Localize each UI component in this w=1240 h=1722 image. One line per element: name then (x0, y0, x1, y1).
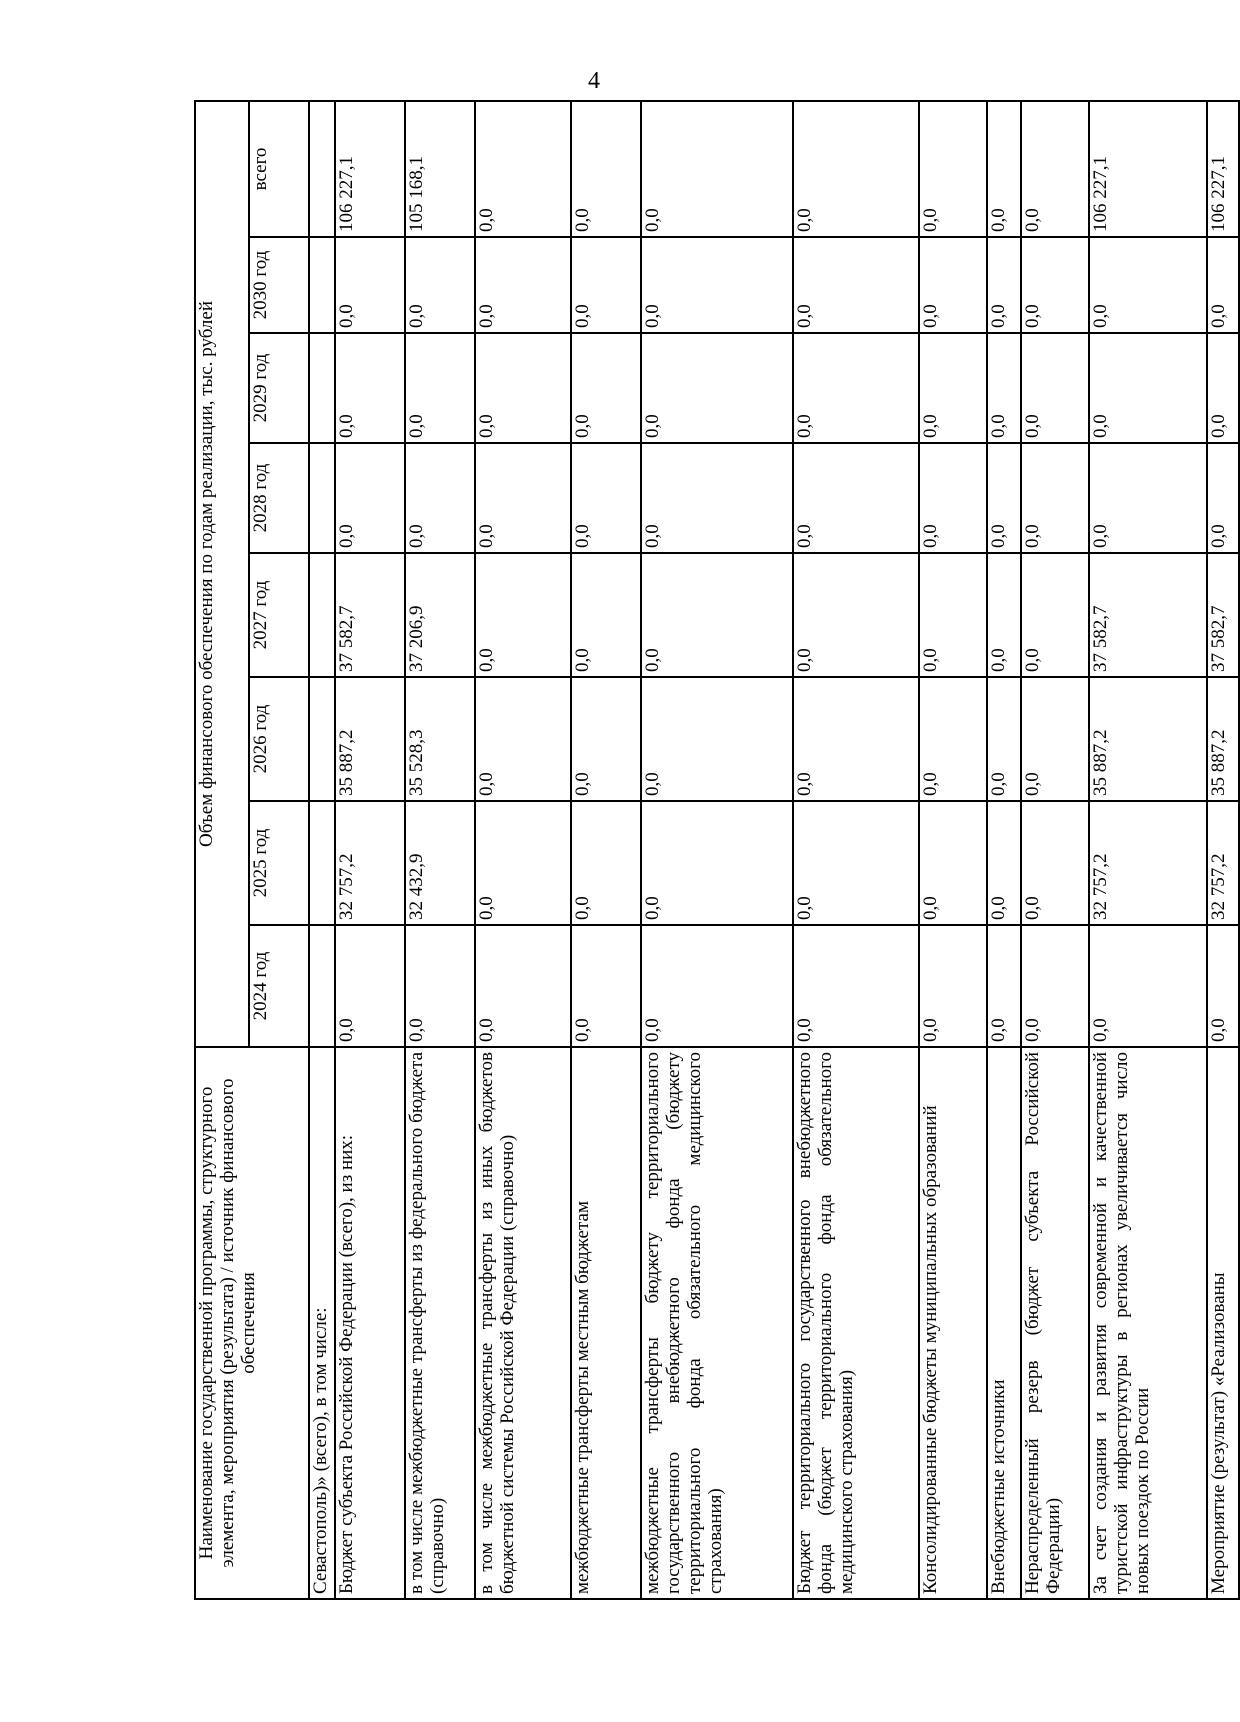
header-year-2: 2026 год (249, 677, 309, 801)
row-value: 0,0 (987, 333, 1021, 443)
header-name-column: Наименование государственной программы, структурного элемента, мероприятия (результата) / источник финансового обеспечения (195, 1047, 309, 1599)
row-value: 0,0 (919, 925, 987, 1047)
row-value: 0,0 (1021, 333, 1089, 443)
row-value: 35 887,2 (335, 677, 405, 801)
row-value: 106 227,1 (335, 101, 405, 237)
row-value: 0,0 (1207, 333, 1239, 443)
row-value: 0,0 (1021, 677, 1089, 801)
row-name: Мероприятие (результат) «Реализованы (1207, 1047, 1239, 1599)
row-value: 32 757,2 (1089, 801, 1207, 925)
header-year-1: 2025 год (249, 801, 309, 925)
row-value: 0,0 (475, 677, 571, 801)
row-name: Внебюджетные источники (987, 1047, 1021, 1599)
table-row (987, 101, 1021, 1599)
row-value: 0,0 (793, 443, 919, 553)
row-value: 0,0 (641, 101, 793, 237)
table-row (1021, 101, 1089, 1599)
row-value: 37 582,7 (1207, 553, 1239, 677)
table-row (793, 101, 919, 1599)
row-value: 0,0 (571, 333, 641, 443)
row-value: 0,0 (335, 925, 405, 1047)
row-value: 0,0 (335, 443, 405, 553)
row-value (309, 237, 335, 333)
table-row (475, 101, 571, 1599)
table-row (571, 101, 641, 1599)
row-value: 0,0 (475, 925, 571, 1047)
row-value: 0,0 (405, 925, 475, 1047)
row-value: 35 528,3 (405, 677, 475, 801)
row-name: в том числе межбюджетные трансферты из иных бюджетов бюджетной системы Российской Федерации (справочно) (475, 1047, 571, 1599)
row-value: 0,0 (1089, 443, 1207, 553)
row-value: 0,0 (987, 925, 1021, 1047)
row-name: Нераспределенный резерв (бюджет субъекта Российской Федерации) (1021, 1047, 1089, 1599)
row-name: Бюджет территориального государственного внебюджетного фонда (бюджет территориального фонда обязательного медицинского страхования) (793, 1047, 919, 1599)
row-value: 0,0 (405, 333, 475, 443)
row-value: 0,0 (475, 101, 571, 237)
row-value: 0,0 (335, 237, 405, 333)
row-value: 0,0 (1021, 237, 1089, 333)
row-value: 0,0 (571, 101, 641, 237)
row-value: 37 206,9 (405, 553, 475, 677)
row-value: 0,0 (1207, 443, 1239, 553)
row-name: в том числе межбюджетные трансферты из федерального бюджета (справочно) (405, 1047, 475, 1599)
row-value: 0,0 (1207, 925, 1239, 1047)
row-value: 37 582,7 (335, 553, 405, 677)
row-value: 0,0 (405, 237, 475, 333)
header-volume-title: Объем финансового обеспечения по годам реализации, тыс. рублей (195, 101, 249, 1047)
row-value: 0,0 (987, 677, 1021, 801)
row-value: 0,0 (919, 237, 987, 333)
table-row (335, 101, 405, 1599)
row-value: 0,0 (641, 333, 793, 443)
row-value: 0,0 (919, 553, 987, 677)
row-name: межбюджетные трансферты местным бюджетам (571, 1047, 641, 1599)
table-row (1089, 101, 1207, 1599)
row-value: 0,0 (987, 443, 1021, 553)
table-row (641, 101, 793, 1599)
row-name: За счет создания и развития современной и качественной туристской инфраструктуры в регионах увеличивается число новых поездок по России (1089, 1047, 1207, 1599)
row-value: 0,0 (475, 237, 571, 333)
row-value: 0,0 (793, 237, 919, 333)
row-name: Бюджет субъекта Российской Федерации (всего), из них: (335, 1047, 405, 1599)
row-value: 0,0 (475, 443, 571, 553)
row-value: 32 757,2 (1207, 801, 1239, 925)
row-value: 37 582,7 (1089, 553, 1207, 677)
row-value: 0,0 (919, 101, 987, 237)
row-value: 105 168,1 (405, 101, 475, 237)
row-value (309, 101, 335, 237)
finance-table (194, 100, 1240, 1600)
page-number: 4 (588, 68, 600, 94)
row-value: 106 227,1 (1089, 101, 1207, 237)
row-value: 35 887,2 (1089, 677, 1207, 801)
row-value: 0,0 (987, 237, 1021, 333)
row-value: 0,0 (641, 237, 793, 333)
row-value: 0,0 (793, 553, 919, 677)
finance-table-wrapper (194, 102, 1229, 1600)
row-value: 0,0 (1089, 237, 1207, 333)
row-value: 0,0 (641, 925, 793, 1047)
table-row (309, 101, 335, 1599)
row-name: Севастополь)» (всего), в том числе: (309, 1047, 335, 1599)
row-value: 0,0 (987, 553, 1021, 677)
header-year-7: всего (249, 101, 309, 237)
row-value: 106 227,1 (1207, 101, 1239, 237)
row-value: 0,0 (641, 801, 793, 925)
row-value: 32 757,2 (335, 801, 405, 925)
row-value: 0,0 (919, 801, 987, 925)
row-value: 0,0 (571, 553, 641, 677)
row-value (309, 553, 335, 677)
row-value: 0,0 (919, 443, 987, 553)
row-name: Консолидированные бюджеты муниципальных образований (919, 1047, 987, 1599)
row-value: 0,0 (641, 677, 793, 801)
row-value: 0,0 (475, 333, 571, 443)
row-value: 0,0 (1021, 801, 1089, 925)
row-value: 0,0 (571, 237, 641, 333)
row-value: 0,0 (1021, 443, 1089, 553)
row-value (309, 925, 335, 1047)
row-value (309, 677, 335, 801)
row-value: 0,0 (405, 443, 475, 553)
row-value: 32 432,9 (405, 801, 475, 925)
header-year-5: 2029 год (249, 333, 309, 443)
table-row (1207, 101, 1239, 1599)
row-name: межбюджетные трансферты бюджету территориального государственного внебюджетного фонда (бюджету территориального фонда обязательного медицинского страхования) (641, 1047, 793, 1599)
row-value (309, 801, 335, 925)
row-value: 0,0 (1089, 925, 1207, 1047)
header-year-6: 2030 год (249, 237, 309, 333)
row-value: 0,0 (793, 925, 919, 1047)
row-value: 0,0 (793, 333, 919, 443)
row-value: 0,0 (1021, 925, 1089, 1047)
row-value: 0,0 (335, 333, 405, 443)
row-value: 0,0 (919, 677, 987, 801)
row-value (309, 443, 335, 553)
row-value: 0,0 (571, 925, 641, 1047)
row-value: 0,0 (641, 553, 793, 677)
row-value: 0,0 (793, 101, 919, 237)
row-value: 0,0 (919, 333, 987, 443)
row-value: 0,0 (987, 101, 1021, 237)
row-value (309, 333, 335, 443)
row-value: 0,0 (571, 801, 641, 925)
row-value: 0,0 (475, 553, 571, 677)
row-value: 0,0 (475, 801, 571, 925)
row-value: 0,0 (641, 443, 793, 553)
header-year-0: 2024 год (249, 925, 309, 1047)
row-value: 0,0 (987, 801, 1021, 925)
row-value: 0,0 (1021, 101, 1089, 237)
header-year-3: 2027 год (249, 553, 309, 677)
row-value: 35 887,2 (1207, 677, 1239, 801)
row-value: 0,0 (1021, 553, 1089, 677)
row-value: 0,0 (793, 801, 919, 925)
table-row (919, 101, 987, 1599)
row-value: 0,0 (793, 677, 919, 801)
row-value: 0,0 (571, 443, 641, 553)
header-year-4: 2028 год (249, 443, 309, 553)
row-value: 0,0 (1089, 333, 1207, 443)
row-value: 0,0 (1207, 237, 1239, 333)
table-row (405, 101, 475, 1599)
row-value: 0,0 (571, 677, 641, 801)
